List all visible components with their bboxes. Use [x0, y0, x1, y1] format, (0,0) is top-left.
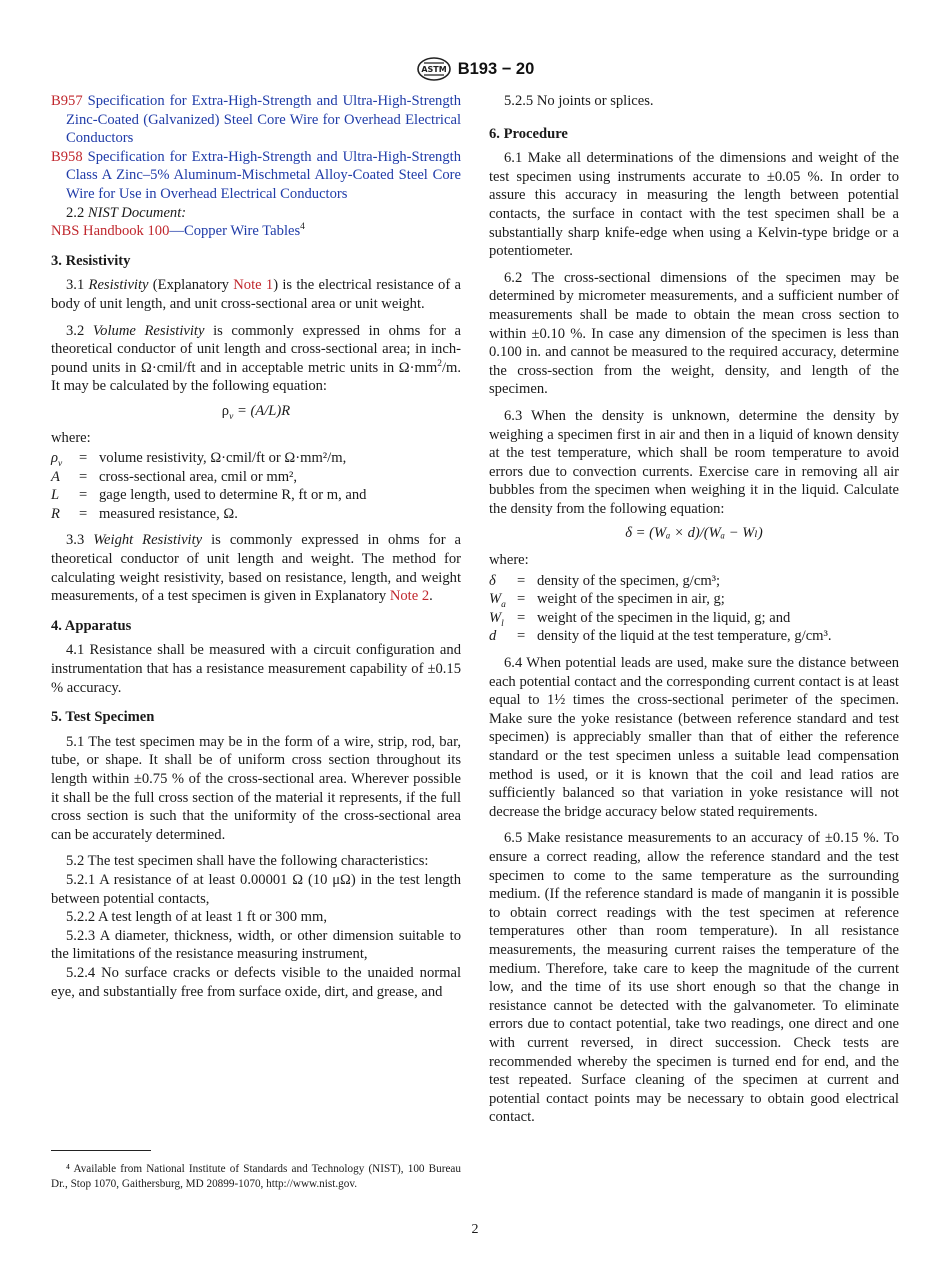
definition-row: [489, 609, 832, 628]
equation-density: δ = (Wₐ × d)/(Wₐ − Wₗ): [625, 525, 763, 542]
def-equals: =: [79, 468, 88, 485]
astm-logo-icon: [416, 57, 452, 81]
reference-title-link[interactable]: Specification for Extra-High-Strength and Ultra-High-Strength Zinc-Coated (Galvanized) Steel Core Wire for Overhead Electrical Conductors: [66, 93, 461, 147]
def-symbol: δ: [489, 572, 496, 589]
def-symbol: $W_l$: [489, 609, 504, 629]
footnote-marker[interactable]: 4: [300, 222, 305, 233]
paragraph-5-2-5: 5.2.5 No joints or splices.: [504, 93, 654, 109]
def-symbol: d: [489, 628, 497, 645]
definition-row: [489, 590, 832, 609]
nbs-reference: [51, 222, 461, 241]
def-symbol: L: [51, 487, 60, 504]
page-number: 2: [471, 1222, 479, 1237]
definition-row: [51, 486, 366, 505]
nbs-title-link[interactable]: —Copper Wire Tables: [169, 223, 301, 240]
section-6-heading: 6. Procedure: [489, 125, 568, 142]
superscript: 2: [437, 358, 442, 369]
def-equals: =: [79, 487, 88, 504]
left-column: [51, 92, 461, 1001]
section-4-heading: 4. Apparatus: [51, 617, 132, 634]
reference-b958: [51, 148, 461, 204]
nbs-code-link[interactable]: NBS Handbook 100: [51, 223, 170, 240]
eq-rhs: = (A/L)R: [233, 402, 291, 419]
section-3-heading: 3. Resistivity: [51, 252, 131, 269]
def-description: cross-sectional area, cmil or mm²,: [99, 468, 298, 485]
def-equals: =: [79, 450, 88, 467]
text: .: [429, 588, 433, 605]
reference-title-link[interactable]: Specification for Extra-High-Strength and Ultra-High-Strength Class A Zinc–5% Aluminum-Mischmetal Alloy-Coated Steel Core Wire for Use in Overhead Electrical Conductors: [66, 148, 461, 202]
paragraph-5-1: 5.1 The test specimen may be in the form of a wire, strip, rod, bar, tube, or shape. It shall be of uniform cross section throughout its length within ±0.75 % of the cross-sectional area. Wherever possible it shall be the full cross section of the material it represents, if the full cross section is such that the uniformity of the cross-sectional area can be accurately determined.: [51, 733, 461, 843]
paragraph-5-2: 5.2 The test specimen shall have the following characteristics:: [66, 853, 429, 870]
eq-symbol: ρ: [221, 402, 230, 419]
nist-label: NIST Document:: [87, 204, 187, 221]
document-id: B193 − 20: [457, 59, 535, 78]
text: is commonly expressed in ohms for a theoretical conductor of unit length and cross-sectional area; in inch-pound units in Ω·cmil/ft and in acceptable metric units in Ω·mm: [51, 322, 461, 376]
paragraph-number: 3.3: [66, 532, 85, 549]
definition-row: [51, 449, 366, 468]
def-description: measured resistance, Ω.: [99, 505, 238, 522]
svg-text:ASTM: ASTM: [421, 65, 447, 74]
text: /m. It may be calculated by the following equation:: [51, 359, 461, 395]
reference-b957: [51, 92, 461, 148]
def-equals: =: [517, 572, 526, 589]
definitions-table: [489, 572, 832, 646]
paragraph-5-2-4: 5.2.4 No surface cracks or defects visible to the unaided normal eye, and substantially free from surface oxide, dirt, and grease, and: [51, 964, 461, 1000]
text: ) is the electrical resistance of a body of unit length, and unit cross-sectional area or unit weight.: [51, 277, 461, 312]
paragraph-6-3: 6.3 When the density is unknown, determine the density by weighing a specimen first in air and then in a liquid of known density at the test temperature, which shall be room temperature to avoid errors due to convection currents. Exercise care in removing all air bubbles from the specimen when weighing it in the liquid. Calculate the density from the following equation:: [489, 407, 899, 517]
where-label: where:: [489, 552, 529, 569]
section-5-heading: 5. Test Specimen: [51, 709, 155, 726]
def-equals: =: [517, 591, 526, 608]
reference-code-link[interactable]: B957: [51, 93, 83, 109]
def-description: weight of the specimen in the liquid, g; and: [537, 609, 791, 626]
paragraph-3-1: [51, 276, 461, 313]
term: Volume Resistivity: [92, 322, 205, 339]
definition-row: [51, 505, 366, 524]
term: Weight Resistivity: [93, 532, 203, 549]
footnote-divider: [51, 1150, 151, 1151]
paragraph-number: 3.1: [66, 277, 85, 294]
eq-subscript: v: [229, 411, 234, 422]
def-description: density of the liquid at the test temperature, g/cm³.: [537, 628, 832, 645]
definition-row: [489, 627, 832, 646]
definition-row: [489, 572, 832, 591]
def-description: density of the specimen, g/cm³;: [537, 572, 721, 589]
nist-number: 2.2: [66, 204, 85, 221]
paragraph-6-5: 6.5 Make resistance measurements to an accuracy of ±0.15 %. To ensure a correct reading, allow the reference standard and the test specimen to come to the same temperature as the surrounding medium. (If the reference standard is made of manganin it is possible to obtain correct readings with the test specimen at reference temperatures other than room temperature). In all resistance measurements, the measuring current raises the temperature of the medium. Therefore, take care to keep the magnitude of the current low, and the time of its use short enough so that the change in resistance cannot be detected with the galvanometer. To eliminate errors due to contact potential, take two readings, one direct and one with current reversed, in direct succession. Check tests are recommended whereby the specimen is turned end for end, and the test repeated. Surface cleaning of the specimen at current and potential contact points may be necessary to obtain good electrical contact.: [489, 830, 899, 1126]
text: (Explanatory: [152, 277, 229, 294]
term: Resistivity: [88, 277, 149, 294]
text: is commonly expressed in ohms for a theoretical conductor of unit length and weight. The method for calculating weight resistivity, based on resistance, length, and weight measurements, of a test specimen is given in Explanatory: [51, 532, 462, 605]
paragraph-3-2: [51, 322, 461, 396]
paragraph-5-2-3: 5.2.3 A diameter, thickness, width, or other dimension suitable to the limitations of the resistance measuring instrument,: [51, 927, 461, 963]
paragraph-number: 3.2: [66, 322, 85, 339]
def-symbol: $\rho_v$: [51, 450, 63, 469]
equation-volume-resistivity: [51, 402, 461, 421]
paragraph-5-2-1: 5.2.1 A resistance of at least 0.00001 Ω (10 μΩ) in the test length between potential contacts,: [51, 871, 461, 907]
note-2-link[interactable]: Note 2: [389, 588, 430, 605]
note-1-link[interactable]: Note 1: [233, 277, 274, 294]
def-description: weight of the specimen in air, g;: [537, 591, 725, 608]
definition-row: [51, 468, 366, 487]
paragraph-6-2: 6.2 The cross-sectional dimensions of the specimen may be determined by micrometer measurements, and a sufficient number of measurements shall be made to obtain the mean cross section to within ±0.10 %. In case any dimension of the specimen is less than 0.100 in. and cannot be measured to the required accuracy, determine the cross-section from the weight, density, and length of the specimen.: [489, 269, 899, 398]
def-symbol: $W_a$: [489, 591, 506, 611]
paragraph-4-1: 4.1 Resistance shall be measured with a circuit configuration and instrumentation that has a resistance measurement capability of ±0.15 % accuracy.: [51, 642, 461, 696]
paragraph-6-1: 6.1 Make all determinations of the dimensions and weight of the test specimen using instruments accurate to ±0.05 %. In order to assure this accuracy in measuring the length between potential contacts, the surface in contact with the test specimen shall be a substantially sharp knife-edge when using a Kelvin-type bridge or a potentiometer.: [489, 150, 899, 260]
def-description: volume resistivity, Ω·cmil/ft or Ω·mm²/m,: [99, 450, 347, 467]
def-equals: =: [517, 628, 526, 645]
where-label: where:: [51, 429, 91, 446]
paragraph-3-3: [51, 531, 461, 605]
footnote-4: ⁴ Available from National Institute of Standards and Technology (NIST), 100 Bureau Dr., Stop 1070, Gaithersburg, MD 20899-1070, http://www.nist.gov.: [51, 1163, 461, 1190]
reference-code-link[interactable]: B958: [51, 148, 83, 165]
page-header: [0, 56, 950, 82]
def-symbol: R: [51, 505, 60, 522]
def-equals: =: [517, 609, 526, 626]
def-description: gage length, used to determine R, ft or m, and: [99, 487, 367, 504]
definitions-table: [51, 449, 366, 523]
def-symbol: A: [51, 468, 60, 485]
nist-heading: [51, 204, 461, 223]
paragraph-6-4: 6.4 When potential leads are used, make sure the distance between each potential contact and the corresponding current contact is at least equal to 1½ times the cross-sectional perimeter of the specimen. Make sure the yoke resistance (between reference standard and test specimen) is appreciably smaller than that of either the reference standard or the test specimen unless a suitable lead compensation method is used, or it is known that the coil and lead ratios are sufficiently balanced so that variation in yoke resistance will not decrease the bridge accuracy below stated requirements.: [489, 655, 899, 820]
right-column: [489, 92, 899, 1127]
paragraph-5-2-2: 5.2.2 A test length of at least 1 ft or 300 mm,: [66, 909, 328, 926]
def-equals: =: [79, 505, 88, 522]
